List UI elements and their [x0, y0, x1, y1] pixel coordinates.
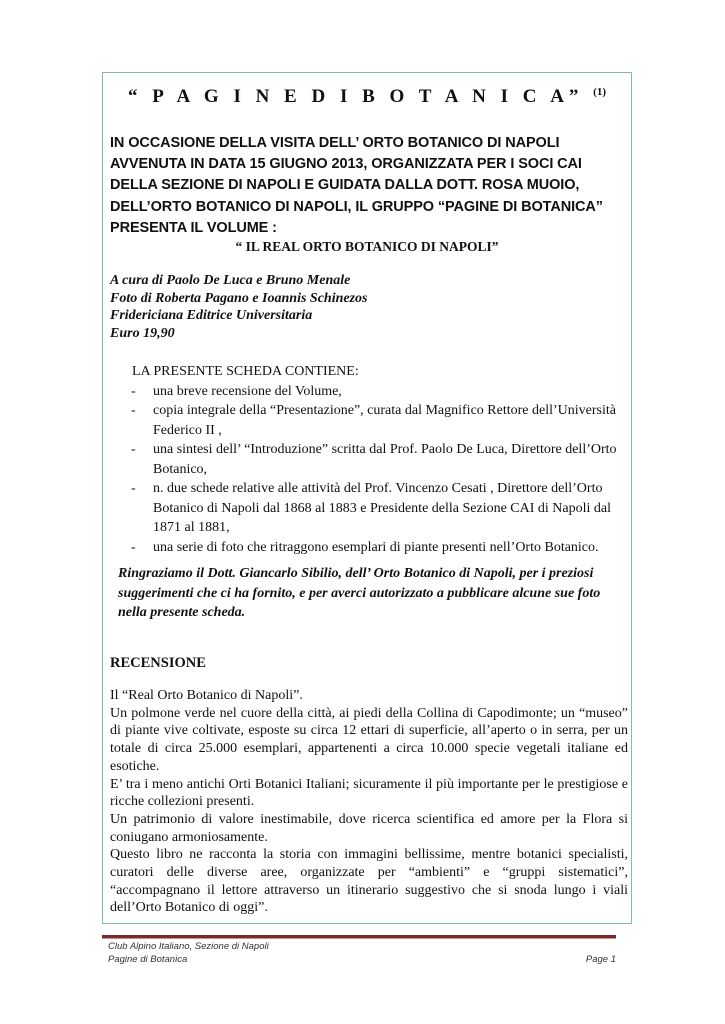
list-item: - una sintesi dell’ “Introduzione” scritta dal Prof. Paolo De Luca, Direttore dell’Orto Botanico,: [131, 442, 617, 477]
review-paragraph: Un patrimonio di valore inestimabile, dove ricerca scientifica ed amore per la Flora si coniugano armoniosamente.: [110, 811, 628, 845]
review-paragraph: Questo libro ne racconta la storia con immagini bellissime, mentre botanici specialisti, curatori delle diverse aree, organizzate per “ambienti” e “gruppi sistematici”, “accompagnano il lettore attraverso un itinerario suggestivo che si snoda lungo i viali dell’Orto Botanico di oggi”.: [110, 847, 628, 916]
review-paragraph: E’ tra i meno antichi Orti Botanici Italiani; sicuramente il più importante per le prestigiose e ricche collezioni presenti.: [110, 776, 628, 810]
intro-line: PRESENTA IL VOLUME :: [110, 219, 277, 236]
photographers: Foto di Roberta Pagano e Ioannis Schinezos: [110, 290, 368, 306]
price: Euro 19,90: [110, 325, 175, 341]
acknowledgement: Ringraziamo il Dott. Giancarlo Sibilio, dell’ Orto Botanico di Napoli, per i preziosi suggerimenti che ci ha fornito, e per averci autorizzato a pubblicare alcune sue foto nella presente scheda.: [118, 566, 601, 620]
review-body: [110, 687, 628, 917]
page-title: “ P A G I N E D I B O T A N I C A” $^{(1)}$: [127, 86, 606, 107]
footer-divider: [102, 935, 616, 939]
review-paragraph: Il “Real Orto Botanico di Napoli”.: [110, 688, 303, 703]
intro-line: IN OCCASIONE DELLA VISITA DELL’ ORTO BOTANICO DI NAPOLI: [110, 135, 560, 151]
page-footer: [108, 940, 616, 966]
list-item: - una serie di foto che ritraggono esemplari di piante presenti nell’Orto Botanico.: [131, 539, 599, 555]
page-number: Page 1: [585, 954, 616, 965]
review-heading: RECENSIONE: [110, 655, 206, 671]
editors: A cura di Paolo De Luca e Bruno Menale: [110, 273, 351, 288]
review-paragraph: Un polmone verde nel cuore della città, ai piedi della Collina di Capodimonte; un “museo” di piante vive coltivate, esposte su circa 12 ettari di superficie, all’aperto o in serra, per un totale di circa 25.000 esemplari, appartenenti a circa 10.000 specie vegetali italiane ed esotiche.: [110, 705, 628, 774]
list-item: - copia integrale della “Presentazione”, curata dal Magnifico Rettore dell’Università Federico II ,: [131, 403, 616, 438]
publisher: Fridericiana Editrice Universitaria: [110, 308, 313, 323]
intro-line: DELL’ORTO BOTANICO DI NAPOLI, IL GRUPPO “PAGINE DI BOTANICA”: [110, 198, 603, 215]
book-credits: [110, 272, 368, 342]
book-title: “ IL REAL ORTO BOTANICO DI NAPOLI”: [235, 239, 499, 254]
footer-series: Pagine di Botanica: [108, 954, 188, 965]
list-item: - una breve recensione del Volume,: [131, 383, 342, 399]
intro-line: AVVENUTA IN DATA 15 GIUGNO 2013, ORGANIZZATA PER I SOCI CAI: [110, 156, 582, 173]
intro-line: DELLA SEZIONE DI NAPOLI E GUIDATA DALLA DOTT. ROSA MUOIO,: [110, 177, 580, 194]
contents-heading: LA PRESENTE SCHEDA CONTIENE:: [132, 364, 359, 379]
footer-organization: Club Alpino Italiano, Sezione di Napoli: [108, 941, 269, 952]
contents-list: [110, 362, 630, 557]
intro-announcement: [110, 133, 626, 239]
title-footnote-mark: (1): [593, 86, 606, 98]
list-item: - n. due schede relative alle attività del Prof. Vincenzo Cesati , Direttore dell’Orto Botanico di Napoli dal 1868 al 1883 e Presidente della Sezione CAI di Napoli dal 1871 al 1881,: [131, 481, 612, 535]
